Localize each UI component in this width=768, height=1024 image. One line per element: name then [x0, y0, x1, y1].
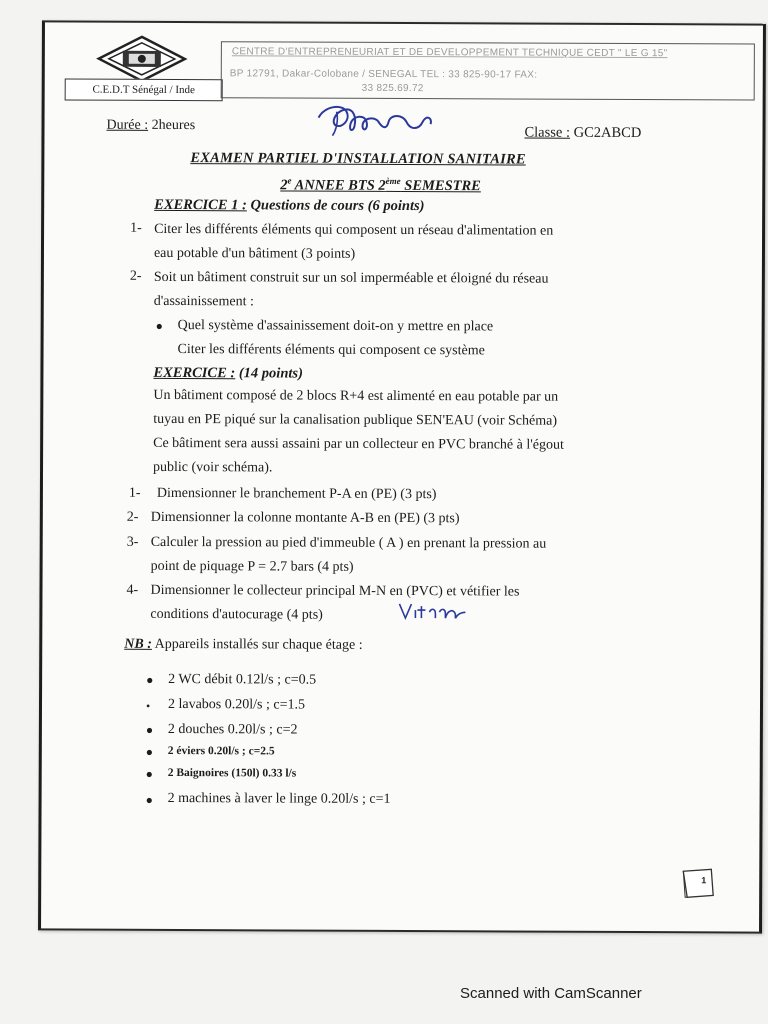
- ex1-q1-line1: Citer les différents éléments qui composent un réseau d'alimentation en: [154, 221, 554, 239]
- ex2-paragraph-line1: Un bâtiment composé de 2 blocs R+4 est alimenté en eau potable par un: [153, 387, 559, 405]
- ex2-q4-number: 4-: [126, 582, 139, 598]
- ex2-q2: Dimensionner la colonne montante A-B en (PE) (3 pts): [150, 509, 460, 527]
- exam-duration: [106, 118, 195, 134]
- ex1-q1-number: 1-: [130, 220, 142, 236]
- bullet-icon: ●: [145, 792, 153, 807]
- nb-item: 2 douches 0.20l/s ; c=2: [167, 721, 298, 738]
- duration-label: Durée :: [106, 117, 149, 133]
- institution-fax: 33 825.69.72: [361, 82, 424, 95]
- bullet-icon: ●: [146, 672, 154, 687]
- ex1-q2-line2: d'assainissement :: [153, 293, 254, 310]
- ex1-q2-bullet1: Quel système d'assainissement doit-on y mettre en place: [177, 318, 494, 335]
- ex1-q1-line2: eau potable d'un bâtiment (3 points): [153, 245, 356, 262]
- ex1-q2-line1: Soit un bâtiment construit sur un sol imperméable et éloigné du réseau: [153, 269, 549, 287]
- nb-item: 2 WC débit 0.12l/s ; c=0.5: [168, 671, 317, 688]
- ex2-paragraph-line3: Ce bâtiment sera aussi assaini par un collecteur en PVC branché à l'égout: [153, 435, 564, 453]
- ex2-q3-line1: Calculer la pression au pied d'immeuble ( A ) en prenant la pression au: [150, 534, 547, 552]
- cedt-logo: [93, 35, 191, 83]
- nb-item: 2 lavabos 0.20l/s ; c=1.5: [167, 696, 306, 713]
- ex2-q1-number: 1-: [128, 485, 141, 501]
- ex2-paragraph-line4: public (voir schéma).: [153, 459, 273, 476]
- exam-subtitle: 2e ANNEE BTS 2ème SEMESTRE: [280, 175, 481, 195]
- page-number-box: [681, 867, 715, 899]
- institution-header: [221, 41, 755, 100]
- ex2-q4-line2: conditions d'autocurage (4 pts): [150, 606, 323, 623]
- exam-title: EXAMEN PARTIEL D'INSTALLATION SANITAIRE: [190, 150, 526, 168]
- ex2-q2-number: 2-: [126, 509, 139, 525]
- bullet-icon: ●: [145, 744, 154, 759]
- ex2-paragraph-line2: tuyau en PE piqué sur la canalisation publique SEN'EAU (voir Schéma): [153, 411, 558, 429]
- ex1-q2-bullet2: Citer les différents éléments qui composent ce système: [177, 342, 485, 359]
- institution-name: CENTRE D'ENTREPRENEURIAT ET DE DEVELOPPEMENT TECHNIQUE CEDT " LE G 15": [231, 46, 668, 60]
- class-value: GC2ABCD: [573, 124, 642, 142]
- handwritten-note: [397, 600, 467, 627]
- ex2-q3-number: 3-: [126, 534, 139, 550]
- handwritten-signature: [312, 102, 437, 148]
- class-label: Classe :: [524, 124, 571, 141]
- ex1-q2-number: 2-: [129, 268, 142, 284]
- bullet-icon: ●: [145, 722, 154, 737]
- logo-label: C.E.D.T Sénégal / Inde: [65, 79, 223, 102]
- bullet-icon: ●: [145, 766, 153, 781]
- exam-class: [524, 125, 641, 143]
- bullet-icon: ●: [155, 318, 163, 333]
- nb-item: 2 machines à laver le linge 0.20l/s ; c=1: [167, 790, 391, 807]
- ex2-q1: Dimensionner le branchement P-A en (PE) (3 pts): [156, 485, 437, 503]
- nb-item: 2 Baignoires (150l) 0.33 l/s: [167, 766, 297, 780]
- exercise2-heading: EXERCICE : (14 points): [153, 364, 303, 382]
- page-number: 1: [701, 875, 707, 886]
- exam-paper: [38, 20, 766, 933]
- exercise1-heading: EXERCICE 1 : Questions de cours (6 points): [154, 196, 425, 215]
- duration-value: 2heures: [151, 117, 196, 134]
- ex2-q4-line1: Dimensionner le collecteur principal M-N en (PVC) et vétifier les: [150, 582, 520, 600]
- ex2-q3-line2: point de piquage P = 2.7 bars (4 pts): [150, 558, 354, 575]
- bullet-icon: •: [145, 698, 151, 713]
- scanner-watermark: Scanned with CamScanner: [460, 985, 642, 1002]
- nb-heading: NB : Appareils installés sur chaque étage :: [124, 636, 363, 653]
- nb-item: 2 éviers 0.20l/s ; c=2.5: [167, 744, 275, 758]
- institution-address: BP 12791, Dakar-Colobane / SENEGAL TEL : 33 825-90-17 FAX:: [229, 68, 538, 81]
